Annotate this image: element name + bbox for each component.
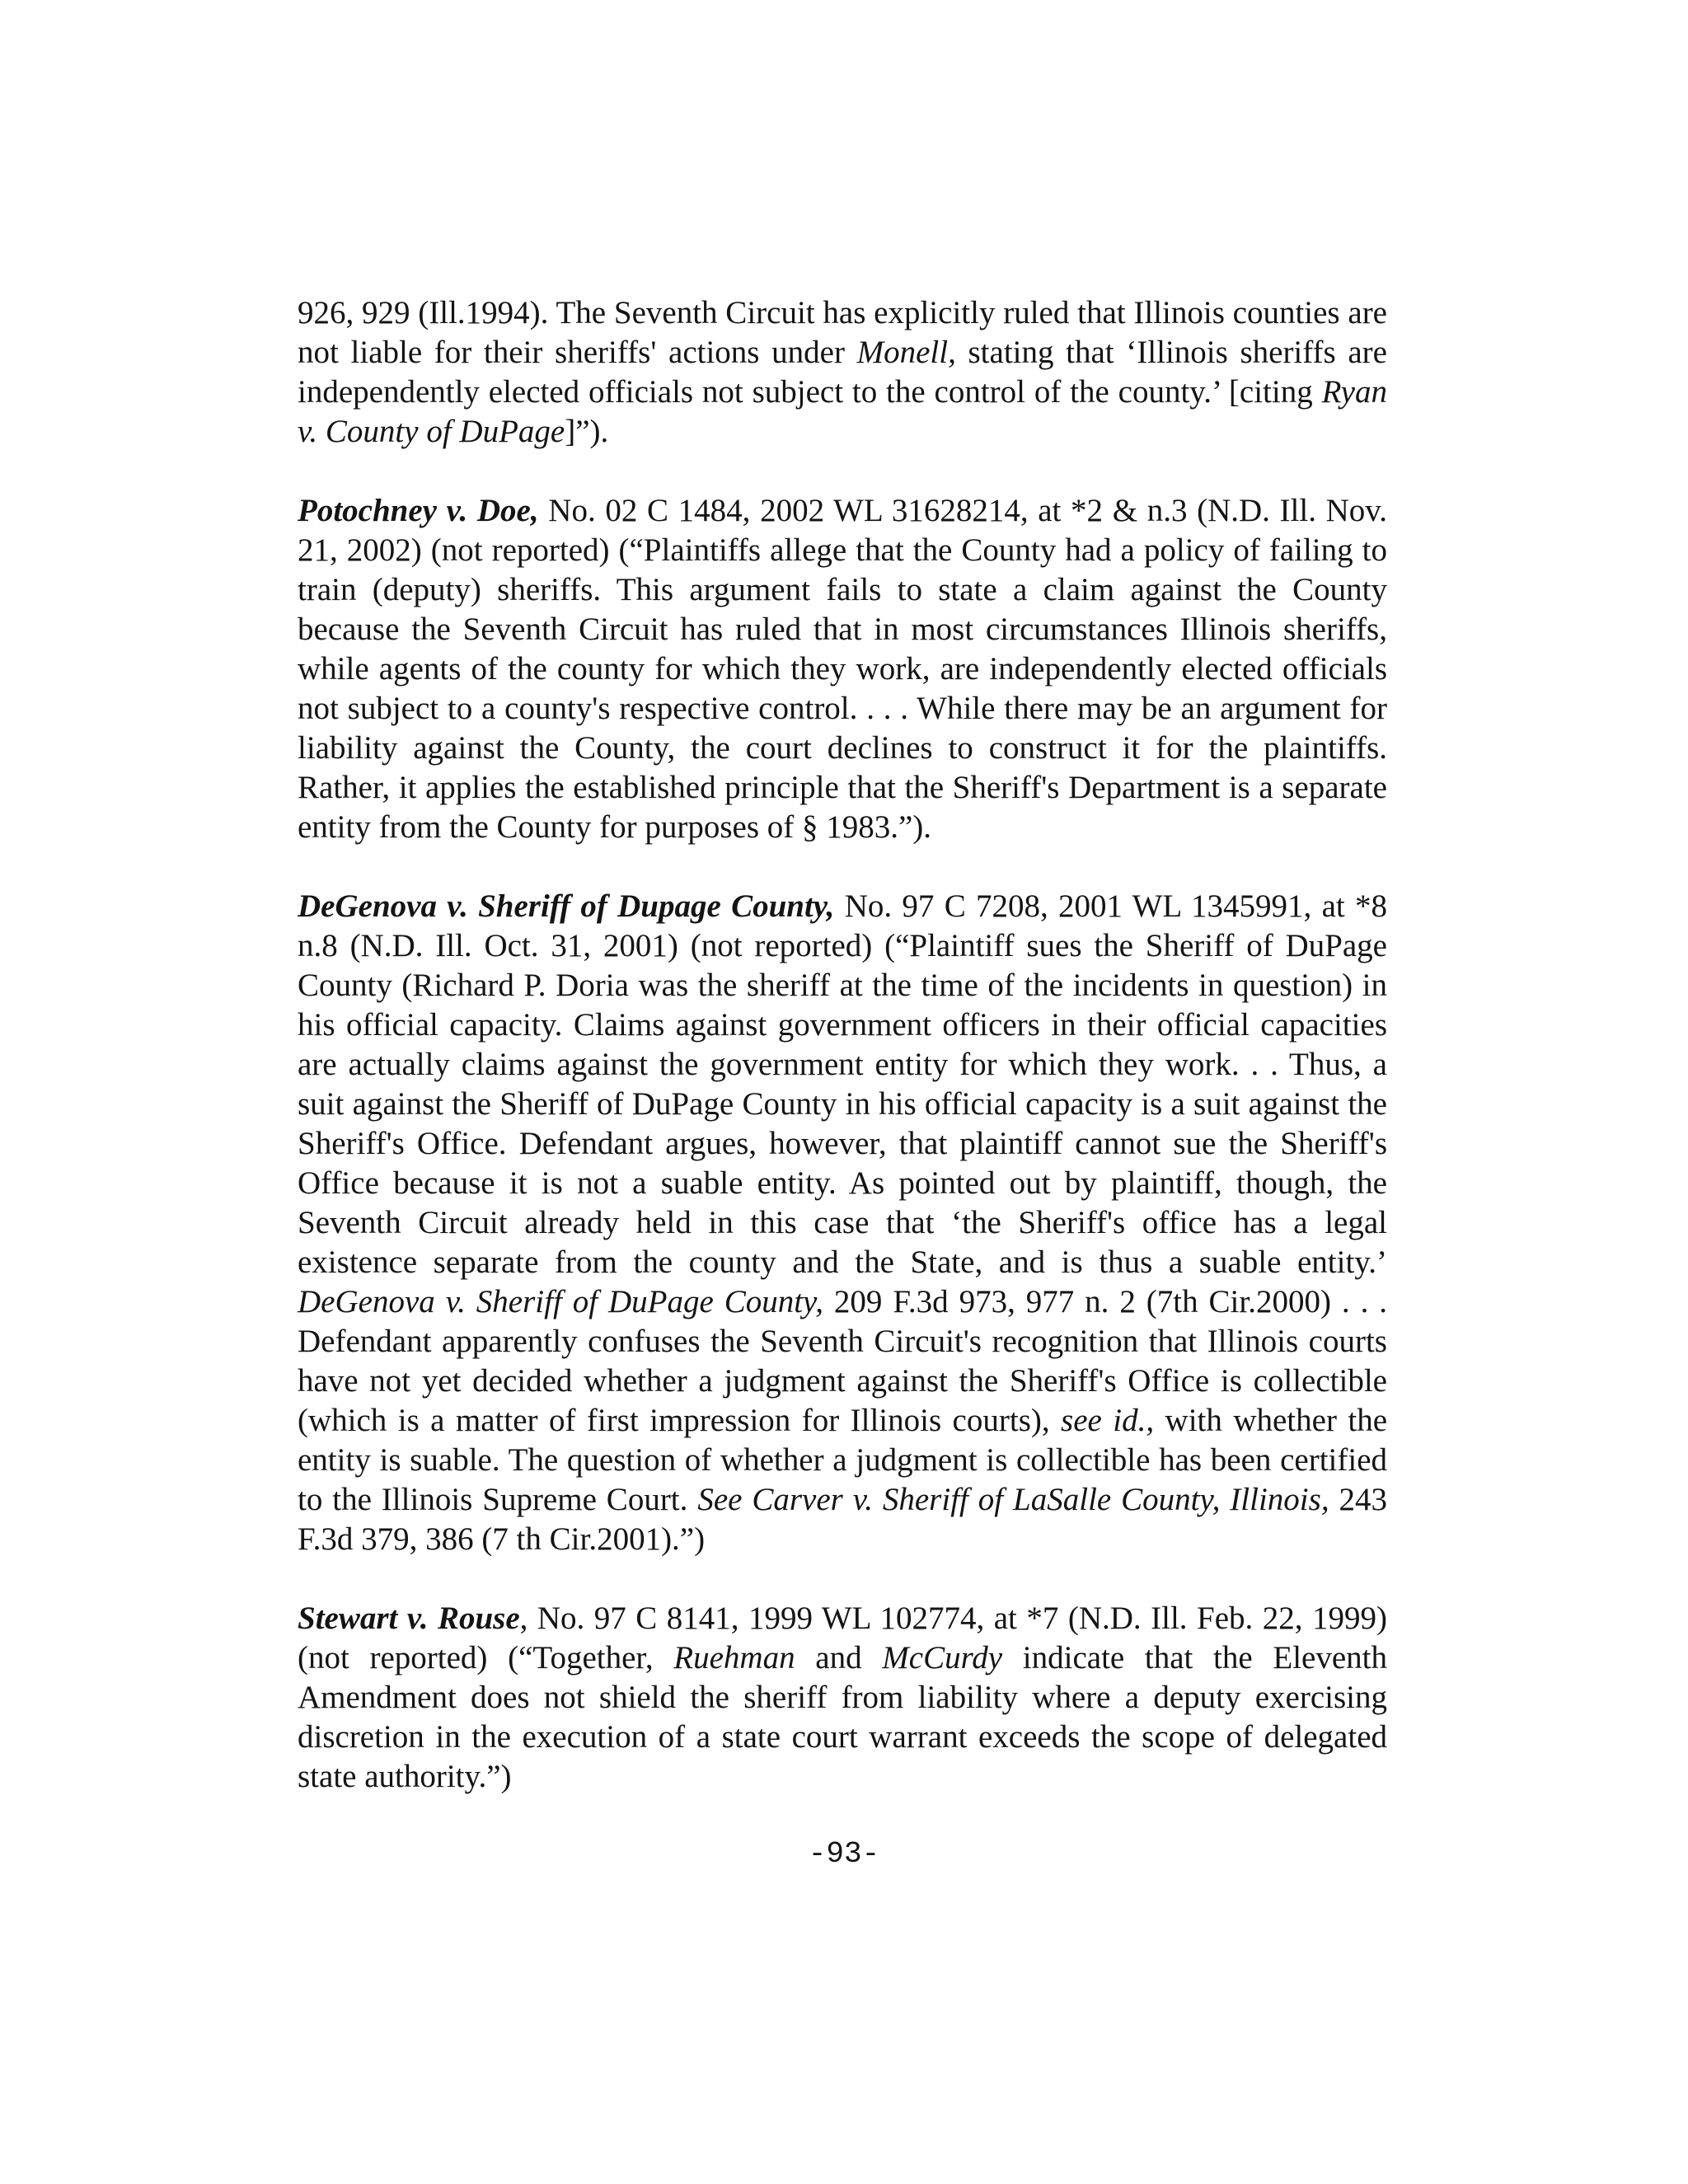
case-name-degenova: DeGenova v. Sheriff of Dupage County,: [298, 888, 835, 924]
paragraph-stewart: [298, 1599, 1387, 1797]
page-number: -93-: [808, 1837, 880, 1871]
text-run: No. 97 C 7208, 2001 WL 1345991, at *8 n.8 (N.D. Ill. Oct. 31, 2001) (not reported) (“Plaintiff sues the Sheriff of DuPage County (Richard P. Doria was the sheriff at the time of the incidents in question) in his official capacity. Claims against government officers in their official capacities are actually claims against the government entity for which they work. . . Thus, a suit against the Sheriff of DuPage County in his official capacity is a suit against the Sheriff's Office. Defendant argues, however, that plaintiff cannot sue the Sheriff's Office because it is not a suable entity. As pointed out by plaintiff, though, the Seventh Circuit already held in this case that ‘the Sheriff's office has a legal existence separate from the county and the State, and is thus a suable entity.’: [298, 888, 1388, 1280]
case-name-potochney: Potochney v. Doe,: [298, 493, 539, 528]
text-run: 243 F.3d 379, 386 (7 th Cir.2001).”): [298, 1482, 1387, 1557]
paragraph-degenova: [298, 887, 1387, 1559]
paragraph-potochney: [298, 491, 1387, 847]
case-citation-degenova: DeGenova v. Sheriff of DuPage County,: [298, 1284, 823, 1319]
text-run: No. 02 C 1484, 2002 WL 31628214, at *2 & n.3 (N.D. Ill. Nov. 21, 2002) (not reported) (“Plaintiffs allege that the County had a policy of failing to train (deputy) sheriffs. This argument fails to state a claim against the County because the Seventh Circuit has ruled that in most circumstances Illinois sheriffs, while agents of the county for which they work, are independently elected officials not subject to a county's respective control. . . . While there may be an argument for liability against the County, the court declines to construct it for the plaintiffs. Rather, it applies the established principle that the Sheriff's Department is a separate entity from the County for purposes of § 1983.”).: [298, 493, 1388, 845]
text-run: and: [795, 1640, 883, 1675]
case-citation-mccurdy: McCurdy: [882, 1640, 1003, 1675]
text-run: , No. 97 C 8141, 1999 WL 102774, at *7 (N.D. Ill. Feb. 22, 1999) (not reported) (“Together,: [298, 1601, 1387, 1675]
text-run: ]”).: [565, 414, 609, 449]
text-run: indicate that the Eleventh Amendment does not shield the sheriff from liability where a deputy exercising discretion in the execution of a state court warrant exceeds the scope of delegated state authority.”): [298, 1640, 1387, 1794]
body-text: [298, 293, 1387, 1797]
case-citation-ruehman: Ruehman: [673, 1640, 795, 1675]
case-name-stewart: Stewart v. Rouse: [298, 1601, 520, 1636]
case-citation-ryan: Ryan v. County of DuPage: [298, 374, 1387, 449]
paragraph-ryan-citation: [298, 293, 1387, 452]
text-run: 926, 929 (Ill.1994). The Seventh Circuit has explicitly ruled that Illinois counties are not liable for their sheriffs' actions under: [298, 295, 1387, 370]
case-citation-monell: Monell,: [856, 335, 956, 370]
case-citation-carver: See Carver v. Sheriff of LaSalle County, Illinois,: [697, 1482, 1329, 1517]
citation-see-id: see id.,: [1061, 1403, 1155, 1438]
text-run: 209 F.3d 973, 977 n. 2 (7th Cir.2000) . . . Defendant apparently confuses the Seventh Circuit's recognition that Illinois courts have not yet decided whether a judgment against the Sheriff's Office is collectible (which is a matter of first impression for Illinois courts),: [298, 1284, 1388, 1438]
text-run: with whether the entity is suable. The question of whether a judgment is collectible has been certified to the Illinois Supreme Court.: [298, 1403, 1388, 1517]
text-run: stating that ‘Illinois sheriffs are independently elected officials not subject to the control of the county.’ [citing: [298, 335, 1387, 410]
